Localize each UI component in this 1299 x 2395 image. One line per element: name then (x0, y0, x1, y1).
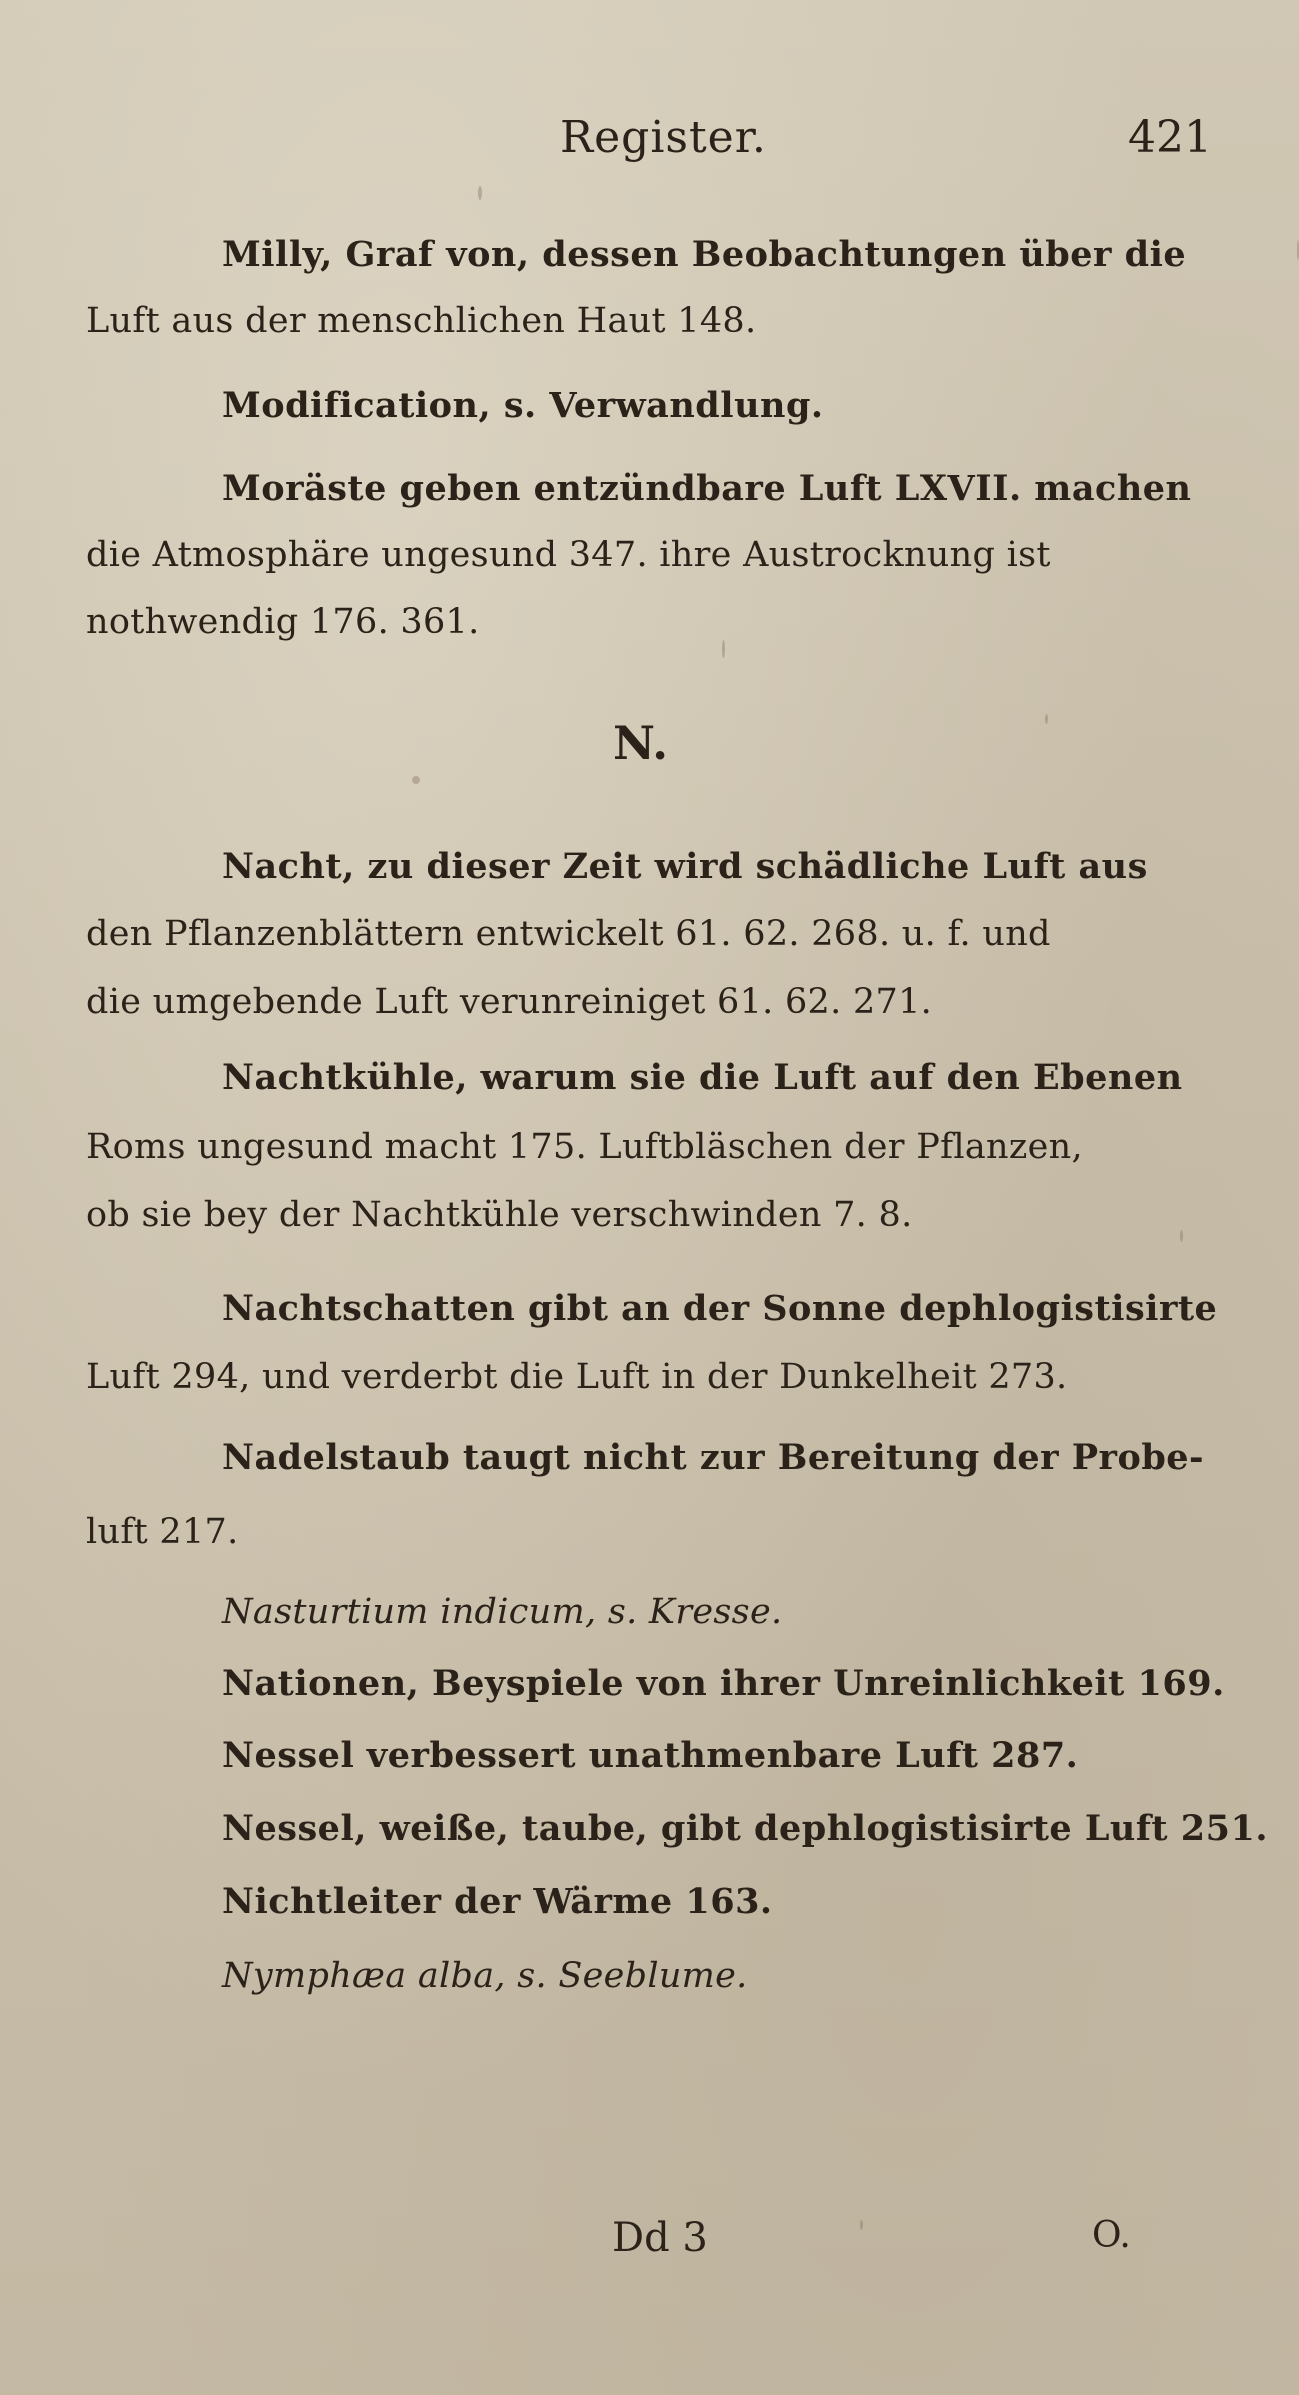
entry-line: Nationen, Beyspiele von ihrer Unreinlichkeit 169. (222, 1663, 1225, 1704)
paper-speck (412, 776, 420, 784)
entry-line: Luft aus der menschlichen Haut 148. (86, 301, 757, 341)
signature-mark: Dd 3 (612, 2215, 708, 2261)
entry-line: Moräste geben entzündbare Luft LXVII. machen (222, 468, 1192, 509)
section-letter: N. (613, 716, 669, 770)
paper-speck (1180, 1230, 1183, 1242)
entry-line: die umgebende Luft verunreiniget 61. 62. 271. (86, 982, 933, 1022)
entry-line: den Pflanzenblättern entwickelt 61. 62. 268. u. f. und (86, 914, 1051, 954)
paper-speck (1045, 714, 1048, 724)
entry-line: Nichtleiter der Wärme 163. (222, 1881, 773, 1922)
entry-line: Milly, Graf von, dessen Beobachtungen über die (222, 234, 1187, 275)
page-number: 421 (1128, 112, 1212, 163)
entry-line: nothwendig 176. 361. (86, 602, 480, 642)
entry-line: Nachtschatten gibt an der Sonne dephlogistisirte (222, 1288, 1218, 1329)
catchword: O. (1092, 2215, 1131, 2256)
entry-line: Nasturtium indicum, s. Kresse. (222, 1592, 783, 1632)
entry-line: die Atmosphäre ungesund 347. ihre Austrocknung ist (86, 535, 1051, 575)
entry-line: luft 217. (86, 1512, 239, 1552)
entry-line: Nessel, weiße, taube, gibt dephlogistisirte Luft 251. (222, 1808, 1269, 1849)
paper-speck (722, 640, 725, 658)
entry-line: ob sie bey der Nachtkühle verschwinden 7. 8. (86, 1195, 913, 1235)
entry-line: Nymphæa alba, s. Seeblume. (222, 1956, 748, 1996)
entry-line: Modification, s. Verwandlung. (222, 385, 824, 426)
entry-line: Roms ungesund macht 175. Luftbläschen der Pflanzen, (86, 1127, 1083, 1167)
paper-speck (860, 2220, 863, 2230)
entry-line: Nessel verbessert unathmenbare Luft 287. (222, 1735, 1079, 1776)
entry-line: Luft 294, und verderbt die Luft in der Dunkelheit 273. (86, 1357, 1068, 1397)
entry-line: Nachtkühle, warum sie die Luft auf den Ebenen (222, 1057, 1183, 1098)
entry-line: Nacht, zu dieser Zeit wird schädliche Luft aus (222, 846, 1148, 887)
entry-line: Nadelstaub taugt nicht zur Bereitung der Probe- (222, 1437, 1205, 1478)
paper-speck (478, 186, 482, 200)
running-header-title: Register. (560, 112, 767, 163)
